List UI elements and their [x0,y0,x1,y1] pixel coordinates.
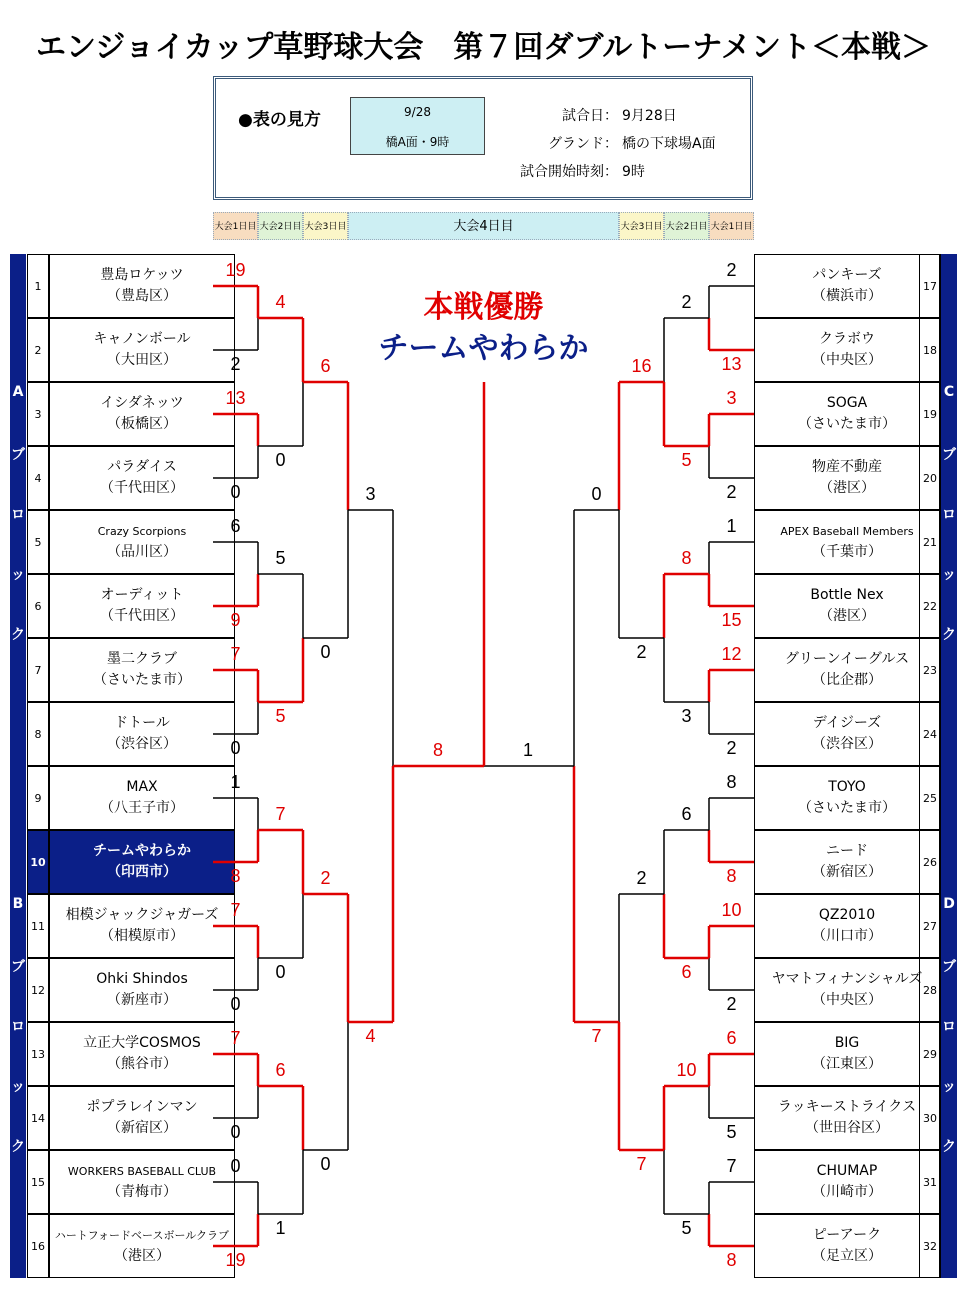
left-r2-score: 0 [275,450,286,470]
team-area: （千代田区） [100,480,184,496]
team-name: SOGA [826,395,868,411]
team-area: （横浜市） [812,288,882,304]
seed-number: 9 [27,766,49,830]
block-label-char: ッ [942,1079,956,1095]
team-name: イシダネッツ [100,395,184,411]
team-name: Bottle Nex [810,587,884,603]
legend-value-time: 9時 [622,164,645,180]
team-area: （熊谷市） [107,1056,177,1072]
seed-number: 19 [919,382,941,446]
right-r1-score: 2 [726,260,737,280]
right-r1-score: 7 [726,1156,737,1176]
right-r2-score: 6 [681,962,692,982]
seed-number: 1 [27,254,49,318]
team-area: （大田区） [107,352,177,368]
right-r1-score: 8 [726,1250,737,1270]
left-r1-score: 0 [230,738,241,758]
team-area: （港区） [819,480,875,496]
seed-number: 25 [919,766,941,830]
right-r1-score: 6 [726,1028,737,1048]
left-r1-score: 19 [225,1250,246,1270]
day1-right-header: 大会1日目 [709,212,754,240]
team-name: APEX Baseball Members [780,525,914,538]
seed-number: 30 [919,1086,941,1150]
seed-number: 15 [27,1150,49,1214]
seed-number: 31 [919,1150,941,1214]
team-name: 墨二クラブ [107,651,177,667]
left-r1-score: 0 [230,1122,241,1142]
team-name: MAX [126,779,158,795]
right-r1-score: 2 [726,994,737,1014]
left-r1-score: 13 [225,388,246,408]
left-r2-score: 6 [275,1060,286,1080]
right-r2-score: 2 [681,292,692,312]
champion-heading: 本戦優勝 [423,290,544,325]
left-r1-score: 7 [230,900,241,920]
seed-number: 23 [919,638,941,702]
right-r3-score: 7 [636,1154,647,1174]
block-label-char: ク [942,627,956,643]
page-title: エンジョイカップ草野球大会 第７回ダブルトーナメント＜本戦＞ [35,30,932,65]
team-name: BIG [834,1035,860,1051]
block-label-char: ロ [11,1019,25,1035]
seed-number: 14 [27,1086,49,1150]
left-r2-score: 5 [275,706,286,726]
block-label-char: ロ [11,507,25,523]
day3-left-header: 大会3日目 [303,212,348,240]
team-name: パラダイス [107,459,177,475]
team-name: TOYO [828,779,866,795]
right-r1-score: 8 [726,772,737,792]
team-name: QZ2010 [818,907,876,923]
seed-number: 7 [27,638,49,702]
seed-number: 12 [27,958,49,1022]
block-label-char: ク [942,1139,956,1155]
left-r2-score: 7 [275,804,286,824]
left-r1-score: 0 [230,1156,241,1176]
right-r2-score: 6 [681,804,692,824]
team-name: ピーアーク [812,1227,882,1243]
left-r2-score: 0 [275,962,286,982]
legend-sample-venue: 橋A面・9時 [385,135,450,149]
team-area: （川口市） [812,928,882,944]
right-r1-score: 1 [726,516,737,536]
team-area: （さいたま市） [93,672,191,688]
seed-number: 17 [919,254,941,318]
team-name: ニード [826,843,868,859]
left-r2-score: 5 [275,548,286,568]
right-r1-score: 15 [721,610,742,630]
team-name: 相模ジャックジャガーズ [65,907,219,923]
team-name: キャノンボール [93,331,191,347]
legend-label-ground: グランド： [548,136,618,152]
legend-label-time: 試合開始時刻： [520,164,618,180]
team-area: （川崎市） [812,1184,882,1200]
team-area: （豊島区） [107,288,177,304]
seed-number: 10 [27,830,49,894]
left-r1-score: 2 [230,354,241,374]
right-r1-score: 2 [726,738,737,758]
seed-number: 29 [919,1022,941,1086]
seed-number: 24 [919,702,941,766]
team-area: （世田谷区） [805,1120,889,1136]
left-r3-score: 6 [320,356,331,376]
legend-value-ground: 橋の下球場A面 [622,136,716,152]
block-label-char: A [12,384,24,400]
team-area: （千代田区） [100,608,184,624]
block-label-char: ッ [942,567,956,583]
team-name: ハートフォードベースボールクラブ [54,1229,230,1242]
left-r1-score: 9 [230,610,241,630]
team-area: （中央区） [812,992,882,1008]
seed-number: 6 [27,574,49,638]
team-name: グリーンイーグルス [784,651,910,667]
right-r1-score: 3 [726,388,737,408]
right-r3-score: 16 [631,356,652,376]
left-r3-score: 0 [320,642,331,662]
team-name: チームやわらか [93,843,191,859]
left-r1-score: 6 [230,516,241,536]
team-area: （さいたま市） [798,800,896,816]
right-r1-score: 8 [726,866,737,886]
seed-number: 20 [919,446,941,510]
team-area: （品川区） [107,544,177,560]
left-r3-score: 0 [320,1154,331,1174]
block-label-char: ッ [11,567,25,583]
final-score-left: 8 [432,740,443,760]
seed-number: 8 [27,702,49,766]
team-name: 豊島ロケッツ [100,267,184,283]
team-area: （青梅市） [107,1184,177,1200]
champion-team: チームやわらか [378,331,589,366]
team-name: WORKERS BASEBALL CLUB [67,1165,217,1178]
right-r4-score: 7 [591,1026,602,1046]
seed-number: 28 [919,958,941,1022]
left-r2-score: 4 [275,292,286,312]
block-label-char: ク [11,1139,25,1155]
block-label-char: B [12,896,24,912]
left-r1-score: 19 [225,260,246,280]
team-area: （八王子市） [100,800,184,816]
right-r3-score: 2 [636,642,647,662]
right-r1-score: 13 [721,354,742,374]
seed-number: 4 [27,446,49,510]
team-area: （比企郡） [812,672,882,688]
day2-right-header: 大会2日目 [664,212,709,240]
seed-number: 32 [919,1214,941,1278]
team-name: CHUMAP [816,1163,878,1179]
team-area: （港区） [819,608,875,624]
day4-header: 大会4日目 [348,212,619,240]
right-r4-score: 0 [591,484,602,504]
team-area: （千葉市） [812,544,882,560]
block-label-char: ッ [11,1079,25,1095]
left-r1-score: 1 [230,772,241,792]
block-label-char: ロ [942,1019,956,1035]
team-area: （渋谷区） [812,736,882,752]
team-area: （新宿区） [812,864,882,880]
team-name: オーディット [100,587,184,603]
block-label-char: C [943,384,955,400]
legend-label-date: 試合日： [562,108,618,124]
right-r2-score: 8 [681,548,692,568]
team-name: ポプラレインマン [86,1099,198,1115]
seed-number: 2 [27,318,49,382]
day1-left-header: 大会1日目 [213,212,258,240]
seed-number: 22 [919,574,941,638]
day2-left-header: 大会2日目 [258,212,303,240]
team-name: Ohki Shindos [96,971,188,987]
right-r2-score: 5 [681,450,692,470]
seed-number: 13 [27,1022,49,1086]
left-r4-score: 4 [365,1026,376,1046]
right-r1-score: 5 [726,1122,737,1142]
right-r3-score: 2 [636,868,647,888]
team-name: ラッキーストライクス [777,1099,917,1115]
block-label-char: ク [11,627,25,643]
left-r1-score: 8 [230,866,241,886]
final-score-right: 1 [522,740,533,760]
seed-number: 21 [919,510,941,574]
team-name: デイジーズ [812,715,882,731]
left-r3-score: 2 [320,868,331,888]
block-label-char: ブ [942,959,956,975]
seed-number: 11 [27,894,49,958]
team-area: （渋谷区） [107,736,177,752]
team-area: （新宿区） [107,1120,177,1136]
right-r2-score: 10 [676,1060,697,1080]
seed-number: 26 [919,830,941,894]
left-r1-score: 7 [230,1028,241,1048]
team-name: ドトール [114,715,170,731]
day3-right-header: 大会3日目 [619,212,664,240]
block-label-char: ブ [11,447,25,463]
right-r2-score: 3 [681,706,692,726]
block-label-char: ロ [942,507,956,523]
block-label-char: ブ [942,447,956,463]
right-r1-score: 10 [721,900,742,920]
team-area: （相模原市） [100,928,184,944]
team-name: Crazy Scorpions [97,525,187,538]
seed-number: 3 [27,382,49,446]
team-area: （板橋区） [107,416,177,432]
left-r4-score: 3 [365,484,376,504]
left-r1-score: 0 [230,482,241,502]
team-area: （印西市） [107,864,177,880]
seed-number: 5 [27,510,49,574]
block-label-char: D [943,896,955,912]
team-name: クラボウ [819,331,875,347]
left-r2-score: 1 [275,1218,286,1238]
left-r1-score: 7 [230,644,241,664]
team-name: 立正大学COSMOS [83,1035,201,1051]
team-name: 物産不動産 [812,459,882,475]
team-area: （港区） [114,1248,170,1264]
team-area: （さいたま市） [798,416,896,432]
right-r2-score: 5 [681,1218,692,1238]
seed-number: 18 [919,318,941,382]
block-label-char: ブ [11,959,25,975]
legend-sample-date: 9/28 [404,105,431,119]
right-r1-score: 12 [721,644,742,664]
legend-value-date: 9月28日 [622,108,677,124]
seed-number: 16 [27,1214,49,1278]
legend-heading: ●表の見方 [238,110,321,130]
right-r1-score: 2 [726,482,737,502]
team-name: ヤマトフィナンシャルズ [771,971,923,987]
team-area: （新座市） [107,992,177,1008]
team-area: （中央区） [812,352,882,368]
seed-number: 27 [919,894,941,958]
team-area: （足立区） [812,1248,882,1264]
team-area: （江東区） [812,1056,882,1072]
left-r1-score: 0 [230,994,241,1014]
team-name: パンキーズ [812,267,882,283]
